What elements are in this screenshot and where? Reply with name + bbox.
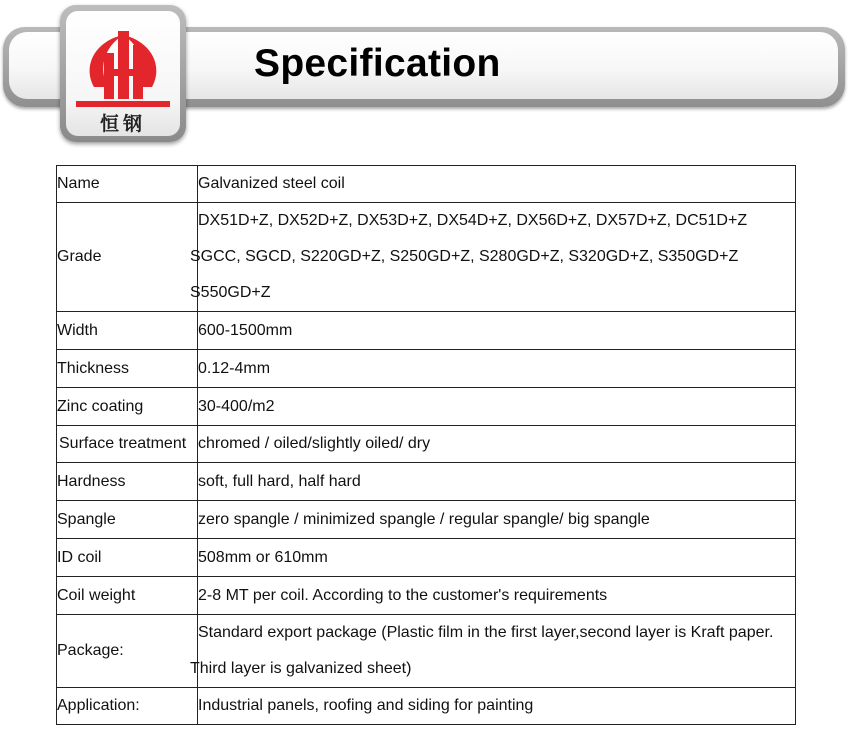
row-value-line: Galvanized steel coil xyxy=(198,175,345,192)
row-label: Zinc coating xyxy=(57,388,198,426)
row-value-line: Industrial panels, roofing and siding for painting xyxy=(198,697,534,714)
row-value xyxy=(198,426,796,463)
row-value-line: 2-8 MT per coil. According to the customer's requirements xyxy=(198,586,608,604)
row-label: Application: xyxy=(57,688,198,725)
row-value-line: Standard export package (Plastic film in the first layer,second layer is Kraft paper. xyxy=(198,624,774,641)
row-label: Spangle xyxy=(57,501,198,539)
table-row xyxy=(57,501,796,539)
row-value-line: soft, full hard, half hard xyxy=(198,472,361,490)
row-value xyxy=(198,688,796,725)
row-label: Name xyxy=(57,166,198,203)
row-value xyxy=(198,539,796,577)
table-row xyxy=(57,312,796,350)
row-label: Hardness xyxy=(57,463,198,501)
row-value-line: S550GD+Z xyxy=(190,284,271,301)
row-label: ID coil xyxy=(57,539,198,577)
row-value xyxy=(190,203,796,312)
row-value xyxy=(190,615,796,688)
row-label: Grade xyxy=(57,203,198,312)
row-label: Coil weight xyxy=(57,577,198,615)
row-value xyxy=(198,463,796,501)
logo xyxy=(60,5,186,142)
row-value xyxy=(198,312,796,350)
logo-text: 恒钢 xyxy=(99,113,146,135)
row-value-line: 600-1500mm xyxy=(198,321,293,339)
row-value xyxy=(198,350,796,388)
specification-table xyxy=(56,165,796,725)
row-value xyxy=(198,166,796,203)
table-row xyxy=(57,426,796,463)
logo-inner xyxy=(66,11,180,136)
row-label: Width xyxy=(57,312,198,350)
table-row xyxy=(57,539,796,577)
table-row xyxy=(57,203,796,312)
row-label: Thickness xyxy=(57,350,198,388)
row-label: Surface treatment xyxy=(57,426,198,463)
table-row xyxy=(57,688,796,725)
row-label: Package: xyxy=(57,615,198,688)
row-value-line: 0.12-4mm xyxy=(198,359,271,377)
row-value xyxy=(198,577,796,615)
row-value-line: zero spangle / minimized spangle / regular spangle/ big spangle xyxy=(198,510,650,528)
table-row xyxy=(57,388,796,426)
table-row xyxy=(57,166,796,203)
row-value-line: Third layer is galvanized sheet) xyxy=(190,660,412,677)
page-title: Specification xyxy=(254,42,501,85)
row-value-line: 508mm or 610mm xyxy=(198,548,328,566)
row-value xyxy=(198,388,796,426)
row-value-line: SGCC, SGCD, S220GD+Z, S250GD+Z, S280GD+Z, S320GD+Z, S350GD+Z xyxy=(190,248,739,265)
row-value-line: 30-400/m2 xyxy=(198,397,275,415)
row-value-line: chromed / oiled/slightly oiled/ dry xyxy=(198,435,431,452)
table-row xyxy=(57,615,796,688)
table-row xyxy=(57,463,796,501)
table-row xyxy=(57,350,796,388)
row-value-line: DX51D+Z, DX52D+Z, DX53D+Z, DX54D+Z, DX56D+Z, DX57D+Z, DC51D+Z xyxy=(198,212,748,229)
table-row xyxy=(57,577,796,615)
building-logo-icon xyxy=(74,17,172,109)
row-value xyxy=(198,501,796,539)
